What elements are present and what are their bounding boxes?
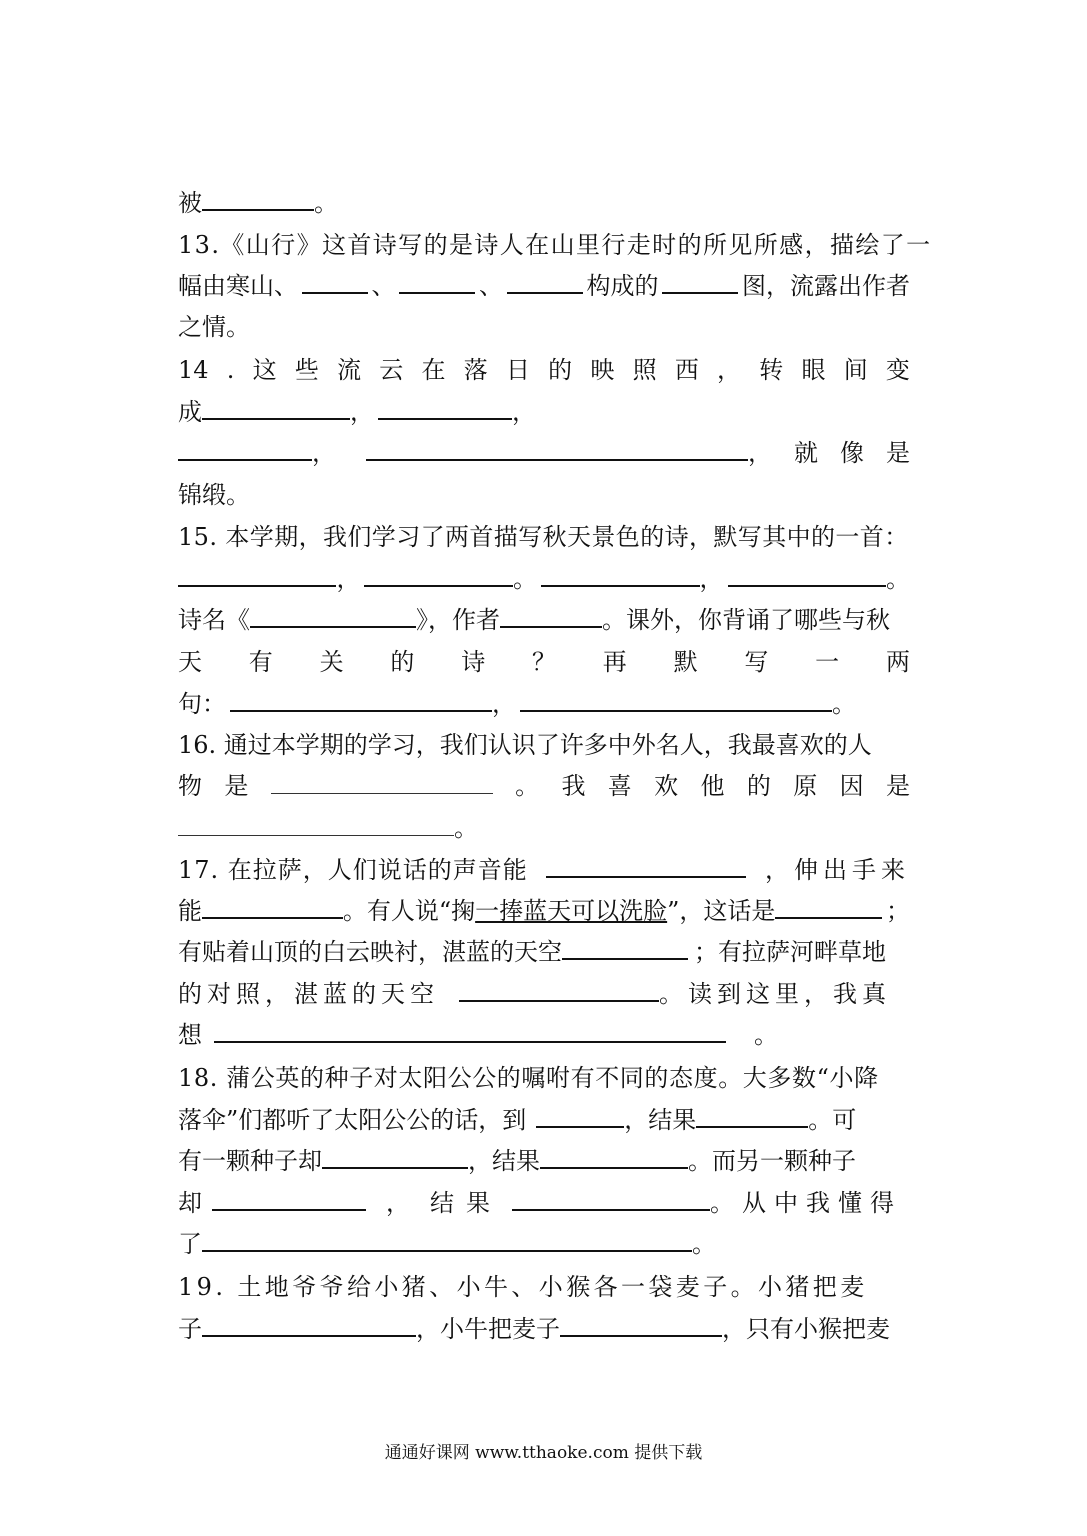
text-line-16 [178,808,910,848]
text: 、 [371,272,396,300]
text-line-28 [178,1309,910,1349]
text-line-24 [178,1141,910,1181]
text: 。 [513,565,538,593]
blank [399,270,475,294]
text: 。 [832,690,856,718]
char: 变 [885,356,910,384]
blank [520,688,832,712]
blank [507,270,583,294]
text: 15. 本学期，我们学习了两首描写秋天景色的诗，默写其中的一首： [178,523,909,551]
char: 日 [505,356,530,384]
question-13 [178,225,932,265]
text: 子 [178,1315,202,1343]
text: ，小牛把麦子 [416,1315,560,1343]
text: 物 [178,772,202,800]
text: 成 [178,398,202,426]
text-line-20 [178,974,910,1014]
text-line-8 [178,475,910,515]
blank [178,813,454,836]
text: 16. 通过本学期的学习，我们认识了许多中外名人，我最喜欢的人 [178,731,872,759]
text: ；有拉萨河畔草地 [694,938,886,966]
text-line-25 [178,1183,910,1223]
text: ，结果 [624,1106,697,1134]
blank [202,396,350,420]
text-line-12 [178,642,910,682]
blank [562,936,688,960]
text: 了 [178,1230,202,1258]
text: 13.《山行》这首诗写的是诗人在山里行走时的所见所感，描绘了一 [178,231,932,259]
text-line-11 [178,600,910,640]
char: 转 [759,356,784,384]
char: 些 [294,356,319,384]
blank [212,1187,366,1211]
blank [364,563,513,587]
blank [546,854,746,878]
char: 因 [839,772,864,800]
blank [662,270,738,294]
text-line-21 [178,1015,910,1055]
text-line-10 [178,559,910,599]
char: 他 [700,772,725,800]
text: 是 [886,439,910,467]
blank [500,604,602,628]
text-line-3 [178,266,910,306]
text: 锦缎。 [178,481,250,509]
blank [322,1145,468,1169]
char: 有 [248,648,273,676]
blank [459,978,659,1002]
text: 像 [840,439,864,467]
text: 19. 土地爷爷给小猪、小牛、小猴各一袋麦子。小猪把麦 [178,1273,868,1301]
footer-source: 通通好课网 www.tthaoke.com 提供下载 [384,1443,703,1463]
text: ， [312,439,336,467]
text-line-6 [178,392,910,432]
text: 的对照，湛蓝的天空 [178,980,439,1008]
text: ， [336,565,361,593]
text-line-15 [178,766,910,806]
char: 诗 [461,648,486,676]
text-line-1 [178,183,910,223]
blank [202,895,343,919]
blank [512,1187,710,1211]
text: ，伸出手来 [764,856,910,884]
text: ， [492,690,516,718]
text: 之情。 [178,313,250,341]
text-line-23 [178,1100,910,1140]
char: ？ [531,648,556,676]
text: 有贴着山顶的白云映衬，湛蓝的天空 [178,938,562,966]
text: ，结果 [468,1147,540,1175]
text: 想 [178,1021,202,1049]
blank [560,1313,722,1337]
char: ， [717,356,742,384]
char: 的 [548,356,573,384]
char: 流 [337,356,362,384]
char: 照 [632,356,657,384]
text: 构成的 [586,272,659,300]
blank [696,1104,808,1128]
text: 图，流露出作者 [742,272,910,300]
underlined-phrase: 一捧蓝天可以洗脸 [475,897,668,925]
blank [230,688,492,712]
text: 。 [692,1230,716,1258]
char: 一 [815,648,840,676]
text: ； [886,897,910,925]
char: 西 [674,356,699,384]
text: 。可 [808,1106,857,1134]
char: 再 [602,648,627,676]
char: 欢 [654,772,679,800]
char: 关 [319,648,344,676]
char: 默 [673,648,698,676]
text: 是 [224,772,249,800]
char: 映 [590,356,615,384]
question-18 [178,1058,910,1098]
text: 》，作者 [416,606,500,634]
text: 句： [178,690,226,718]
question-16 [178,725,910,765]
text: 。 [754,1021,778,1049]
char: 是 [885,772,910,800]
blank [302,270,368,294]
text: 。 [314,189,338,217]
text: 却 [178,1189,202,1217]
blank [214,1019,726,1043]
text: 诗名《 [178,606,250,634]
question-17 [178,850,910,890]
text: 被 [178,189,202,217]
text: ， [699,565,724,593]
char: 写 [744,648,769,676]
text-line-18 [178,891,910,931]
text: 。 [885,565,910,593]
char: 天 [178,648,202,676]
char: 的 [746,772,771,800]
text: 有一颗种子却 [178,1147,322,1175]
blank [178,563,336,587]
text: 。从中我懂得 [710,1189,902,1217]
text: ， [350,398,374,426]
text: 。读到这里，我真 [659,980,891,1008]
text: 17. 在拉萨，人们说话的声音能 [178,856,528,884]
text: 就 [794,439,818,467]
blank [250,604,416,628]
text: 。 [454,814,478,842]
char: 的 [390,648,415,676]
text: ，只有小猴把麦 [722,1315,890,1343]
blank [728,563,886,587]
text: ， [748,439,772,467]
text: 18. 蒲公英的种子对太阳公公的嘱咐有不同的态度。大多数“小降 [178,1064,879,1092]
blank [366,437,748,461]
blank [178,437,312,461]
text: ， [512,398,536,426]
blank [378,396,512,420]
text-line-4 [178,307,910,347]
text: 能 [178,897,202,925]
text-line-7 [178,433,910,473]
text: ”，这话是 [667,897,776,925]
char: 14 [178,356,209,384]
text: 。课外，你背诵了哪些与秋 [602,606,890,634]
blank [540,1145,688,1169]
text-line-13 [178,684,910,724]
blank [202,1313,416,1337]
question-15 [178,517,910,557]
blank [541,563,699,587]
blank [536,1104,624,1128]
char: 间 [843,356,868,384]
blank [202,1228,692,1252]
blank [271,771,493,794]
question-14 [178,350,910,390]
blank [775,895,882,919]
char: 原 [793,772,818,800]
char: 云 [379,356,404,384]
char: 喜 [607,772,632,800]
text: 。 [515,772,540,800]
char: 这 [252,356,277,384]
text: 结果 [430,1189,502,1217]
char: 眼 [801,356,826,384]
text: 。而另一颗种子 [688,1147,856,1175]
char: 我 [561,772,586,800]
text: 落伞”们都听了太阳公公的话，到 [178,1106,527,1134]
text-line-19 [178,932,910,972]
char: 在 [421,356,446,384]
text-line-26 [178,1224,910,1264]
question-19 [178,1267,910,1307]
text: 、 [479,272,503,300]
char: . [226,356,235,384]
text: 。有人说“掬 [342,897,476,925]
blank [202,187,314,211]
text: ， [386,1189,410,1217]
char: 两 [885,648,910,676]
text: 幅由寒山、 [178,272,298,300]
char: 落 [463,356,488,384]
